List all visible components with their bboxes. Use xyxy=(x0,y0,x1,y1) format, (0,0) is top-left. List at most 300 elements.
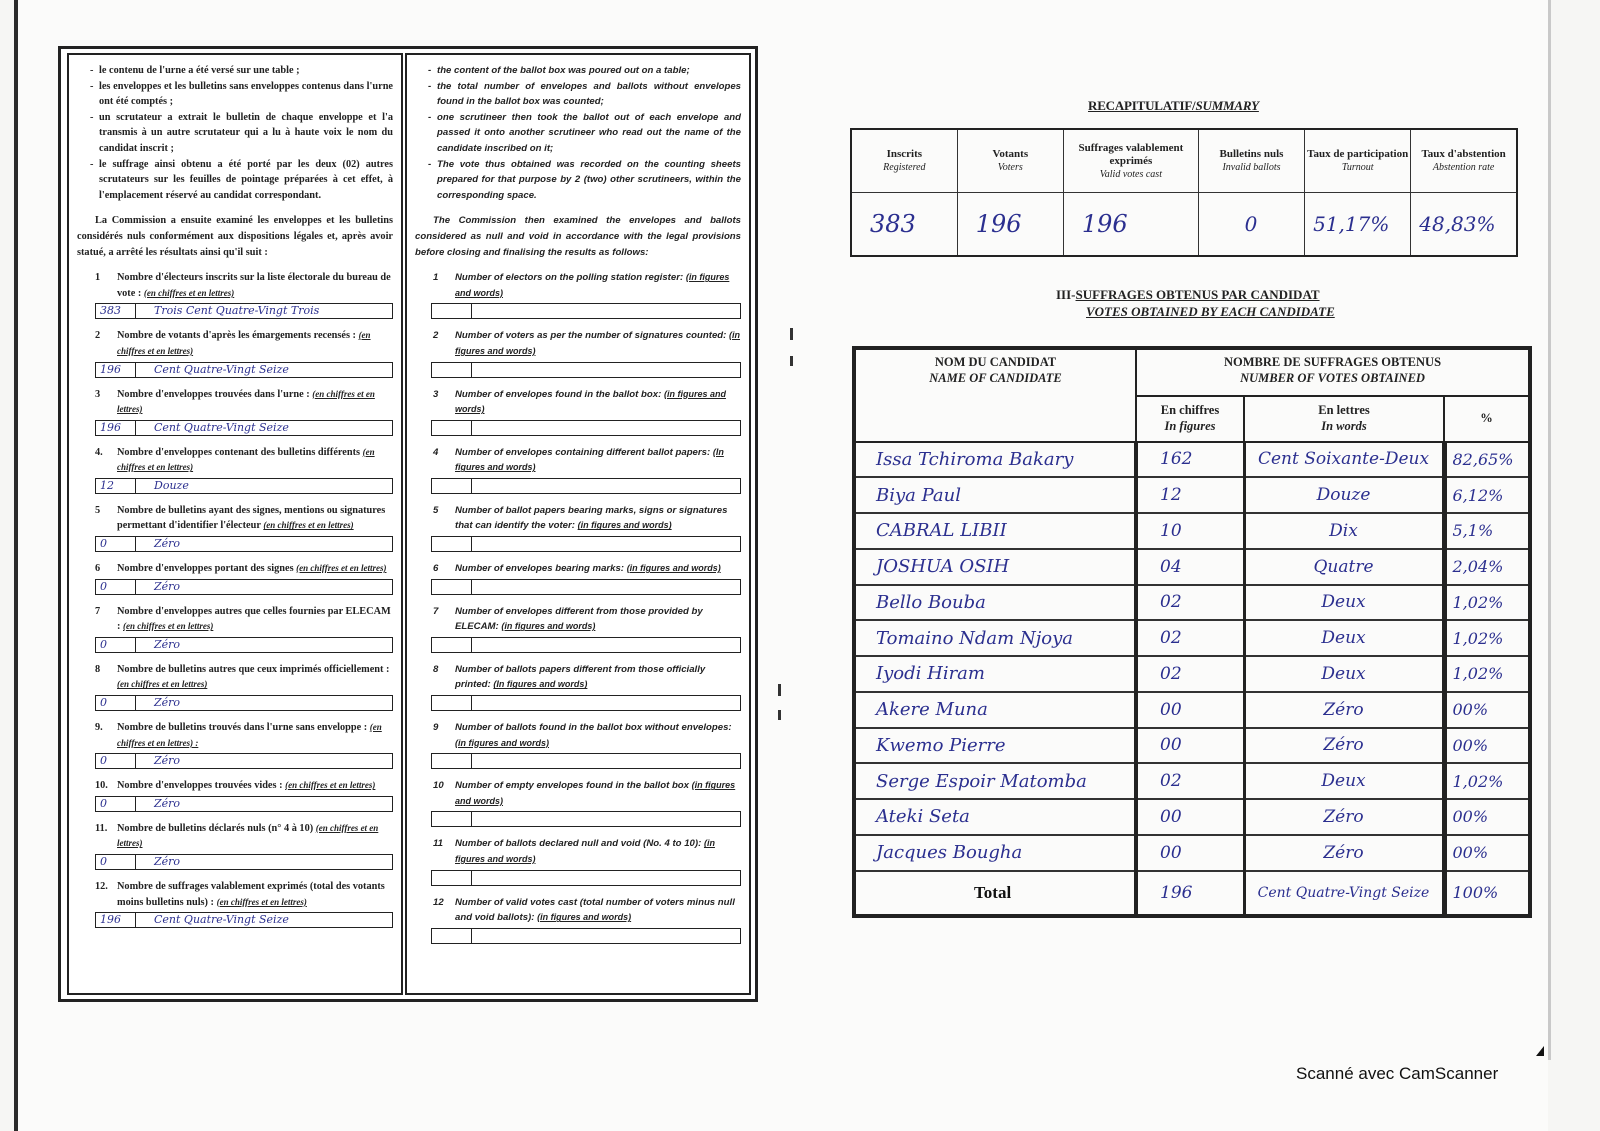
answer-words[interactable] xyxy=(472,421,740,435)
question-text-main: Number of empty envelopes found in the ballot box xyxy=(455,780,689,792)
answer-words[interactable]: Zéro xyxy=(154,754,181,768)
votes-percent: 00% xyxy=(1444,728,1530,764)
question-note: (en chiffres et en lettres) xyxy=(117,330,371,356)
question-number: 5 xyxy=(433,504,439,516)
question-text xyxy=(455,445,741,476)
question-text-main: Nombre de bulletins déclarés nuls (n° 4 à 10) xyxy=(117,822,314,834)
header-en: In figures xyxy=(1164,419,1216,434)
votes-percent: 82,65% xyxy=(1444,442,1530,478)
question-note: (en chiffres et en lettres) xyxy=(285,780,376,791)
header-abstention xyxy=(1411,129,1517,193)
table-row xyxy=(854,728,1530,764)
answer-words[interactable] xyxy=(472,929,740,943)
votes-percent: 1,02% xyxy=(1444,585,1530,621)
candidate-name: Bello Bouba xyxy=(854,585,1136,621)
answer-figures[interactable] xyxy=(432,580,472,594)
question-text xyxy=(117,328,393,359)
total-label: Total xyxy=(854,871,1136,916)
answer-field[interactable] xyxy=(95,478,393,494)
question-text-main: Nombre d'enveloppes portant des signes xyxy=(117,563,294,575)
answer-figures[interactable]: 196 xyxy=(96,421,136,435)
votes-figure: 02 xyxy=(1136,656,1244,692)
scan-corner-mark xyxy=(1536,1046,1544,1056)
question-label xyxy=(415,445,741,476)
answer-field[interactable] xyxy=(95,912,393,928)
answer-field[interactable] xyxy=(95,579,393,595)
question-label xyxy=(77,561,393,577)
question-text-main: Nombre de bulletins autres que ceux imprimés officiellement : xyxy=(117,663,390,675)
votes-words: Zéro xyxy=(1244,799,1444,835)
question-text xyxy=(117,720,393,751)
votes-figure: 162 xyxy=(1136,442,1244,478)
question-note: (en chiffres et en lettres) : xyxy=(117,722,382,748)
question-number: 11 xyxy=(433,838,443,850)
question-label xyxy=(415,662,741,693)
answer-figures[interactable] xyxy=(432,638,472,652)
value-invalid-ballots: 0 xyxy=(1198,193,1304,257)
question-note: (In figures and words) xyxy=(493,679,588,690)
votes-figure: 02 xyxy=(1136,585,1244,621)
question-label xyxy=(415,561,741,577)
votes-section-title xyxy=(1056,286,1335,320)
question-number: 11. xyxy=(95,822,108,834)
question-text xyxy=(455,387,741,418)
summary-title-fr: RECAPITULATIF/ xyxy=(1088,98,1196,113)
answer-words[interactable]: Zéro xyxy=(154,579,181,593)
question-number: 6 xyxy=(95,563,101,575)
value-turnout: 51,17% xyxy=(1305,193,1411,257)
value-abstention: 48,83% xyxy=(1411,193,1517,257)
answer-figures[interactable] xyxy=(432,871,472,885)
question-label xyxy=(77,720,393,751)
question-item xyxy=(415,662,741,711)
question-item xyxy=(415,445,741,494)
question-text-main: Number of envelopes found in the ballot box: xyxy=(455,388,662,400)
header-registered xyxy=(851,129,957,193)
header-valid-votes xyxy=(1063,129,1198,193)
question-text xyxy=(117,561,393,577)
scan-artifact xyxy=(790,328,793,340)
table-row xyxy=(854,763,1530,799)
header-voters xyxy=(957,129,1063,193)
answer-words[interactable] xyxy=(472,696,740,710)
votes-figure: 02 xyxy=(1136,620,1244,656)
answer-field[interactable] xyxy=(431,536,741,552)
summary-title-en: SUMMARY xyxy=(1195,98,1259,113)
question-item xyxy=(415,270,741,319)
answer-field[interactable] xyxy=(95,796,393,812)
question-note: (in figures and words) xyxy=(626,563,721,574)
answer-field[interactable] xyxy=(95,536,393,552)
question-label xyxy=(77,879,393,910)
candidate-name: Jacques Bougha xyxy=(854,835,1136,871)
table-row xyxy=(854,477,1530,513)
question-text-main: Nombre de bulletins ayant des signes, mentions ou signatures permettant d'identifier l'électeur xyxy=(117,504,386,532)
question-number: 9. xyxy=(95,722,103,734)
header-fr: En chiffres xyxy=(1160,403,1220,418)
header-fr: Inscrits xyxy=(886,148,923,160)
table-row xyxy=(854,585,1530,621)
question-text xyxy=(455,503,741,534)
question-number: 6 xyxy=(433,563,439,575)
answer-figures[interactable]: 0 xyxy=(96,754,136,768)
question-number: 1 xyxy=(95,272,101,284)
answer-field[interactable] xyxy=(431,478,741,494)
header-fr: Taux de participation xyxy=(1307,148,1409,160)
candidate-name: CABRAL LIBII xyxy=(854,513,1136,549)
question-item xyxy=(415,720,741,769)
answer-field[interactable] xyxy=(95,753,393,769)
question-number: 2 xyxy=(95,330,101,342)
answer-figures[interactable] xyxy=(432,304,472,318)
votes-percent: 6,12% xyxy=(1444,477,1530,513)
votes-figure: 00 xyxy=(1136,799,1244,835)
question-note: (en chiffres et en lettres) xyxy=(123,621,214,632)
votes-words: Zéro xyxy=(1244,835,1444,871)
votes-words: Cent Soixante-Deux xyxy=(1244,442,1444,478)
answer-field[interactable] xyxy=(95,420,393,436)
question-label xyxy=(77,778,393,794)
question-note: (In figures and words) xyxy=(455,446,724,473)
answer-words[interactable]: Zéro xyxy=(154,796,181,810)
votes-percent: 00% xyxy=(1444,835,1530,871)
question-label xyxy=(77,821,393,852)
answer-field[interactable] xyxy=(95,637,393,653)
header-en: Registered xyxy=(883,162,926,173)
answer-field[interactable] xyxy=(431,753,741,769)
header-fr: Taux d'abstention xyxy=(1421,148,1506,160)
question-text-main: Nombre de suffrages valablement exprimés (total des votants moins bulletins nuls) : xyxy=(117,881,385,908)
scan-artifact xyxy=(778,684,781,696)
question-label xyxy=(415,270,741,301)
value-voters: 196 xyxy=(957,193,1063,257)
answer-words[interactable] xyxy=(472,638,740,652)
question-item xyxy=(77,561,393,595)
header-in-words xyxy=(1244,396,1444,441)
question-text-main: Nombre d'électeurs inscrits sur la liste électorale du bureau de vote : xyxy=(117,272,391,299)
value-registered: 383 xyxy=(851,193,957,257)
votes-figure: 00 xyxy=(1136,692,1244,728)
votes-percent: 1,02% xyxy=(1444,763,1530,799)
question-text xyxy=(117,821,393,852)
question-text-main: Nombre d'enveloppes trouvées dans l'urne : xyxy=(117,388,310,400)
answer-field[interactable] xyxy=(431,928,741,944)
answer-figures[interactable]: 196 xyxy=(96,363,136,377)
question-item xyxy=(415,778,741,827)
question-label xyxy=(415,387,741,418)
question-item xyxy=(415,387,741,436)
question-label xyxy=(77,662,393,693)
question-note: (in figures and words) xyxy=(577,520,672,531)
table-row xyxy=(854,513,1530,549)
header-en: NUMBER OF VOTES OBTAINED xyxy=(1240,371,1425,385)
question-note: (en chiffres et en lettres) xyxy=(296,563,387,574)
question-item xyxy=(77,328,393,377)
header-en: NAME OF CANDIDATE xyxy=(929,371,1062,385)
question-text-main: Number of envelopes different from those provided by ELECAM: xyxy=(455,605,703,633)
question-note: (in figures and words) xyxy=(455,388,726,415)
header-en: In words xyxy=(1321,419,1367,434)
form-column-english xyxy=(405,53,751,995)
answer-figures[interactable] xyxy=(432,421,472,435)
answer-field[interactable] xyxy=(95,854,393,870)
question-number: 12 xyxy=(433,896,444,908)
table-row xyxy=(854,692,1530,728)
question-text-main: Number of envelopes containing different ballot papers: xyxy=(455,446,711,458)
total-words: Cent Quatre-Vingt Seize xyxy=(1244,871,1444,916)
question-label xyxy=(415,328,741,359)
answer-words[interactable]: Cent Quatre-Vingt Seize xyxy=(154,420,289,434)
question-text-main: Number of voters as per the number of signatures counted: xyxy=(455,330,727,342)
question-number: 10 xyxy=(433,780,444,792)
question-item xyxy=(77,270,393,319)
question-item xyxy=(77,604,393,653)
votes-figure: 10 xyxy=(1136,513,1244,549)
candidate-name: Serge Espoir Matomba xyxy=(854,763,1136,799)
answer-figures[interactable] xyxy=(432,479,472,493)
answer-field[interactable] xyxy=(431,695,741,711)
answer-words[interactable] xyxy=(472,363,740,377)
camscanner-watermark: Scanné avec CamScanner xyxy=(1296,1064,1499,1083)
header-candidate-name xyxy=(854,348,1136,442)
question-text xyxy=(117,879,393,910)
question-note: (in figures and words) xyxy=(455,780,736,806)
questions-fr xyxy=(77,270,393,928)
answer-words[interactable] xyxy=(472,304,740,318)
question-item xyxy=(77,720,393,769)
table-header-row xyxy=(854,348,1530,396)
question-number: 4. xyxy=(95,446,103,458)
header-votes-obtained xyxy=(1136,348,1530,396)
answer-words[interactable] xyxy=(472,479,740,493)
candidate-name: Akere Muna xyxy=(854,692,1136,728)
question-number: 10. xyxy=(95,780,108,792)
bullet: - le contenu de l'urne a été versé sur une table ; xyxy=(99,63,393,79)
question-number: 3 xyxy=(95,388,101,400)
question-item xyxy=(77,662,393,711)
answer-figures[interactable] xyxy=(432,812,472,826)
procedure-bullets-en xyxy=(415,63,741,203)
answer-figures[interactable] xyxy=(432,363,472,377)
answer-field[interactable] xyxy=(431,811,741,827)
question-item xyxy=(415,561,741,595)
question-item xyxy=(77,778,393,812)
answer-figures[interactable]: 383 xyxy=(96,304,136,318)
header-fr: Suffrages valablement exprimés xyxy=(1078,141,1184,167)
answer-words[interactable]: Douze xyxy=(154,478,189,492)
summary-header-row xyxy=(851,129,1517,193)
header-en: Invalid ballots xyxy=(1222,162,1281,173)
answer-field[interactable] xyxy=(431,420,741,436)
table-row xyxy=(854,442,1530,478)
scan-page-edge-right xyxy=(1548,0,1551,1060)
question-text xyxy=(455,895,741,926)
summary-values-row xyxy=(851,193,1517,257)
question-item xyxy=(415,503,741,552)
summary-table xyxy=(850,128,1518,257)
header-en: Voters xyxy=(997,162,1023,173)
answer-words[interactable]: Cent Quatre-Vingt Seize xyxy=(154,362,289,376)
answer-figures[interactable]: 0 xyxy=(96,537,136,551)
votes-words: Dix xyxy=(1244,513,1444,549)
header-fr: Votants xyxy=(992,148,1029,160)
counting-procedure-form xyxy=(58,46,758,1002)
candidate-name: Issa Tchiroma Bakary xyxy=(854,442,1136,478)
question-item xyxy=(77,503,393,552)
question-label xyxy=(77,328,393,359)
question-note: (en chiffres et en lettres) xyxy=(216,896,307,907)
answer-field[interactable] xyxy=(431,303,741,319)
candidate-votes-table xyxy=(852,346,1532,918)
answer-field[interactable] xyxy=(95,362,393,378)
answer-field[interactable] xyxy=(431,637,741,653)
question-note: (in figures and words) xyxy=(455,330,741,356)
candidate-name: Ateki Seta xyxy=(854,799,1136,835)
question-item xyxy=(77,445,393,494)
answer-words[interactable]: Zéro xyxy=(154,637,181,651)
question-text-main: Number of ballot papers bearing marks, signs or signatures that can identify the voter: xyxy=(455,504,728,532)
question-text-main: Number of ballots papers different from those officially printed: xyxy=(455,663,706,691)
answer-field[interactable] xyxy=(95,303,393,319)
question-text xyxy=(455,720,741,751)
question-text-main: Nombre d'enveloppes trouvées vides : xyxy=(117,780,283,792)
question-note: (in figures and words) xyxy=(455,272,730,298)
bullet: - The vote thus obtained was recorded on the counting sheets prepared for that purpose by 2 (two) other scrutineers, within the corresponding space. xyxy=(437,157,741,204)
header-fr: NOM DU CANDIDAT xyxy=(934,355,1057,369)
answer-words[interactable] xyxy=(472,580,740,594)
votes-words: Deux xyxy=(1244,620,1444,656)
question-label xyxy=(77,387,393,418)
header-percent: % xyxy=(1444,396,1530,441)
question-label xyxy=(415,604,741,635)
bullet: - the total number of envelopes and ballots without envelopes found in the ballot box was counted; xyxy=(437,79,741,110)
question-note: (in figures and words) xyxy=(455,737,550,748)
answer-figures[interactable] xyxy=(432,696,472,710)
answer-figures[interactable]: 196 xyxy=(96,913,136,927)
question-label xyxy=(77,503,393,534)
answer-figures[interactable] xyxy=(432,754,472,768)
answer-field[interactable] xyxy=(431,362,741,378)
votes-figure: 02 xyxy=(1136,763,1244,799)
answer-figures[interactable] xyxy=(432,537,472,551)
table-row xyxy=(854,620,1530,656)
header-en: Abstention rate xyxy=(1432,162,1495,173)
question-text-main: Nombre de bulletins trouvés dans l'urne sans enveloppe : xyxy=(117,722,368,734)
answer-figures[interactable]: 0 xyxy=(96,638,136,652)
answer-words[interactable]: Zéro xyxy=(154,537,181,551)
question-item xyxy=(77,879,393,928)
question-text xyxy=(455,604,741,635)
answer-words[interactable]: Cent Quatre-Vingt Seize xyxy=(154,913,289,927)
votes-words: Zéro xyxy=(1244,692,1444,728)
answer-words[interactable] xyxy=(472,871,740,885)
answer-words[interactable] xyxy=(472,754,740,768)
question-note: (in figures and words) xyxy=(501,621,596,632)
question-number: 7 xyxy=(433,605,439,617)
votes-figure: 04 xyxy=(1136,549,1244,585)
question-number: 9 xyxy=(433,722,439,734)
votes-words: Quatre xyxy=(1244,549,1444,585)
answer-figures[interactable]: 0 xyxy=(96,580,136,594)
answer-words[interactable] xyxy=(472,537,740,551)
question-label xyxy=(77,604,393,635)
question-text xyxy=(455,778,741,809)
header-fr: NOMBRE DE SUFFRAGES OBTENUS xyxy=(1223,355,1442,369)
votes-percent: 00% xyxy=(1444,799,1530,835)
question-text xyxy=(117,270,393,301)
answer-field[interactable] xyxy=(95,695,393,711)
votes-figure: 12 xyxy=(1136,477,1244,513)
answer-field[interactable] xyxy=(431,579,741,595)
table-row xyxy=(854,799,1530,835)
question-item xyxy=(415,328,741,377)
answer-field[interactable] xyxy=(431,870,741,886)
question-note: (en chiffres et en lettres) xyxy=(263,520,354,531)
total-figure: 196 xyxy=(1136,871,1244,916)
question-note: (en chiffres et en lettres) xyxy=(117,446,375,473)
question-text-main: Nombre d'enveloppes contenant des bulletins différents xyxy=(117,446,361,458)
summary-title xyxy=(1088,98,1259,114)
question-text-main: Number of ballots found in the ballot box without envelopes: xyxy=(455,722,732,734)
answer-figures[interactable]: 12 xyxy=(96,479,136,493)
question-text xyxy=(455,328,741,359)
votes-figure: 00 xyxy=(1136,835,1244,871)
section-title-en: VOTES OBTAINED BY EACH CANDIDATE xyxy=(1086,304,1335,319)
question-number: 1 xyxy=(433,272,439,284)
bullet: - un scrutateur a extrait le bulletin de chaque enveloppe et l'a transmis à un autre scrutateur qui a lu à haute voix le nom du candidat inscrit ; xyxy=(99,110,393,157)
question-label xyxy=(415,720,741,751)
answer-words[interactable]: Zéro xyxy=(154,855,181,868)
question-label xyxy=(415,895,741,926)
candidate-name: JOSHUA OSIH xyxy=(854,549,1136,585)
votes-percent: 1,02% xyxy=(1444,656,1530,692)
question-number: 8 xyxy=(433,663,439,675)
table-row xyxy=(854,549,1530,585)
answer-figures[interactable]: 0 xyxy=(96,696,136,710)
answer-figures[interactable] xyxy=(432,929,472,943)
answer-figures[interactable]: 0 xyxy=(96,855,136,869)
question-text xyxy=(117,387,393,418)
question-text-main: Number of electors on the polling station register: xyxy=(455,272,684,284)
answer-words[interactable]: Trois Cent Quatre-Vingt Trois xyxy=(154,304,320,318)
header-en: Turnout xyxy=(1341,162,1374,173)
question-text xyxy=(117,778,393,794)
section-number: III- xyxy=(1056,287,1076,302)
question-item xyxy=(415,836,741,885)
votes-words: Zéro xyxy=(1244,728,1444,764)
question-number: 7 xyxy=(95,605,101,617)
candidate-name: Iyodi Hiram xyxy=(854,656,1136,692)
question-text xyxy=(117,662,393,693)
question-number: 5 xyxy=(95,504,101,516)
question-label xyxy=(415,778,741,809)
votes-percent: 1,02% xyxy=(1444,620,1530,656)
answer-words[interactable]: Zéro xyxy=(154,696,181,710)
question-text-main: Number of ballots declared null and void (No. 4 to 10): xyxy=(455,838,702,850)
answer-figures[interactable]: 0 xyxy=(96,797,136,811)
question-note: (en chiffres et en lettres) xyxy=(117,679,208,690)
bullet: - the content of the ballot box was poured out on a table; xyxy=(437,63,741,79)
value-valid-votes: 196 xyxy=(1063,193,1198,257)
question-item xyxy=(415,604,741,653)
questions-en xyxy=(415,270,741,944)
intro-paragraph-en: The Commission then examined the envelopes and ballots considered as null and void in accordance with the legal provisions before closing and finalising the results as follows: xyxy=(415,215,741,258)
question-label xyxy=(77,270,393,301)
header-in-figures xyxy=(1136,396,1244,441)
candidate-name: Kwemo Pierre xyxy=(854,728,1136,764)
answer-words[interactable] xyxy=(472,812,740,826)
procedure-bullets-fr xyxy=(77,63,393,203)
